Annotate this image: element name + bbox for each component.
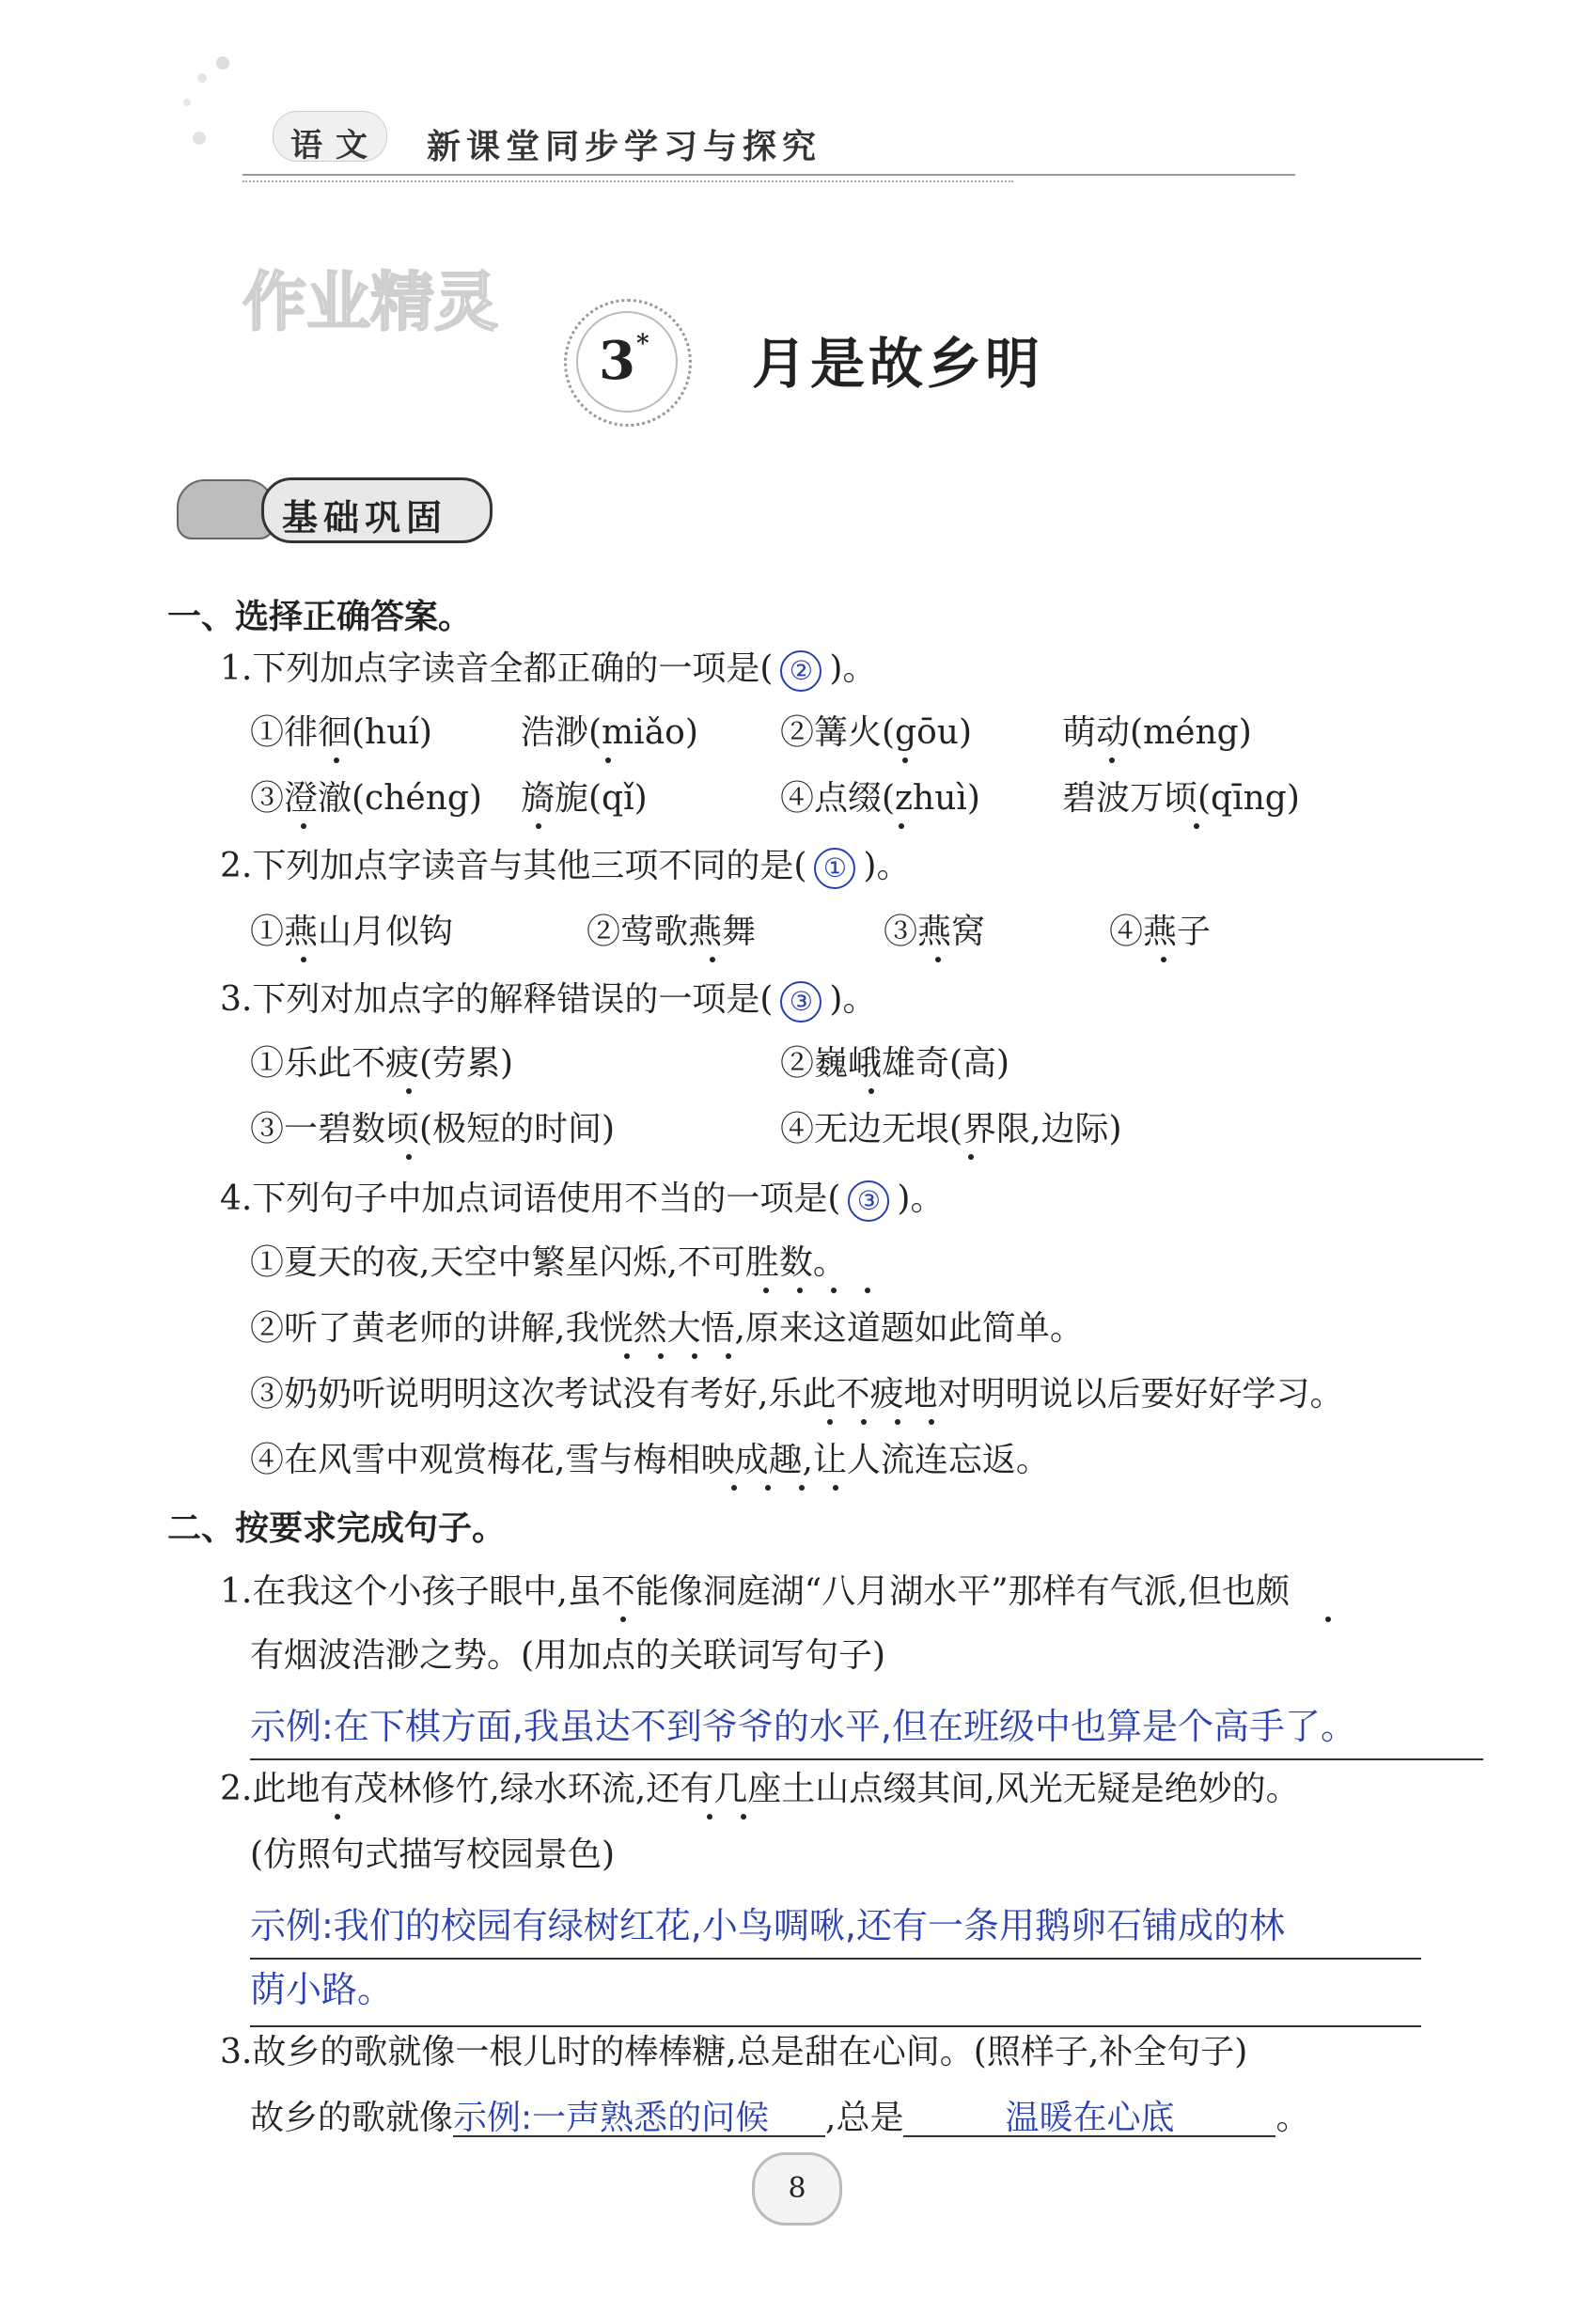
emphasis-dot (335, 1814, 340, 1820)
q4-answer: ③ (848, 1180, 889, 1222)
q2-option-4: ④燕子 (1109, 913, 1212, 951)
emphasis-dot (605, 758, 611, 763)
page-number-badge (752, 2152, 842, 2226)
header-dots (169, 56, 235, 169)
emphasis-dot (833, 1485, 838, 1491)
emphasis-dot (731, 1485, 737, 1491)
q2-answer: ① (814, 848, 855, 889)
p2q1-answer: 示例:在下棋方面,我虽达不到爷爷的水平,但在班级中也算是个高手了。 (250, 1697, 1483, 1760)
q3-option-3: ③一碧数顷(极短的时间) (250, 1110, 616, 1148)
lesson-title: 月是故乡明 (752, 332, 1044, 396)
emphasis-dot (968, 1154, 974, 1160)
q4-option-1: ①夏天的夜,天空中繁星闪烁,不可胜数。 (250, 1243, 847, 1282)
lesson-number-badge (564, 299, 692, 427)
section-badge (177, 470, 506, 545)
p2q2-line2: (仿照句式描写校园景色) (250, 1836, 616, 1874)
emphasis-dot (406, 1088, 412, 1094)
emphasis-dot (902, 758, 908, 763)
p2q3-answer-2: 温暖在心底 (1005, 2099, 1175, 2137)
q4-option-3: ③奶奶听说明明这次考试没有考好,乐此不疲地对明明说以后要好好学习。 (250, 1375, 1344, 1414)
q1-option-1b: 浩渺(miǎo) (521, 713, 698, 752)
q4-close: )。 (897, 1179, 945, 1218)
emphasis-dot (1325, 1617, 1331, 1622)
p2q3-blank-2 (903, 2101, 1275, 2137)
p2q3-suffix: 。 (1275, 2099, 1310, 2137)
q3-stem (220, 981, 876, 1023)
q1-option-2b: 萌动(méng) (1062, 713, 1252, 752)
q1-option-1: ①徘徊(huí) (250, 713, 432, 752)
q2-option-1: ①燕山月似钩 (250, 913, 454, 951)
emphasis-dot (935, 957, 941, 962)
emphasis-dot (1161, 957, 1166, 962)
p2q2-answer-line1: 示例:我们的校园有绿树红花,小鸟啁啾,还有一条用鹅卵石铺成的林 (250, 1897, 1421, 1960)
q4-stem (220, 1180, 944, 1222)
p2q3-fill (250, 2101, 1309, 2137)
part2-heading: 二、按要求完成句子。 (167, 1509, 507, 1548)
emphasis-dot (831, 1288, 837, 1293)
header-rule-dotted (243, 180, 1013, 182)
q3-option-2: ②巍峨雄奇(高) (780, 1044, 1010, 1083)
p2q3-answer-1: 示例:一声熟悉的问候 (453, 2101, 825, 2137)
emphasis-dot (707, 1814, 712, 1820)
q2-prompt: 2.下列加点字读音与其他三项不同的是( (220, 847, 807, 885)
q1-answer: ② (780, 650, 821, 692)
page-number: 8 (788, 2172, 806, 2205)
emphasis-dot (861, 1419, 867, 1425)
p2q3-prefix: 故乡的歌就像 (250, 2099, 454, 2137)
p2q1-line2: 有烟波浩渺之势。(用加点的关联词写句子) (250, 1636, 886, 1675)
q3-prompt: 3.下列对加点字的解释错误的一项是( (220, 980, 774, 1019)
watermark: 作业精灵 (243, 266, 499, 340)
emphasis-dot (726, 1353, 731, 1359)
q3-answer: ③ (780, 981, 821, 1023)
q3-close: )。 (829, 980, 877, 1019)
emphasis-dot (710, 957, 715, 962)
subject-label: 语文 (290, 127, 381, 164)
q2-stem (220, 848, 910, 889)
q2-close: )。 (863, 847, 911, 885)
emphasis-dot (929, 1419, 934, 1425)
emphasis-dot (895, 1419, 900, 1425)
emphasis-dot (868, 1088, 874, 1094)
emphasis-dot (799, 1485, 805, 1491)
header-rule (243, 174, 1295, 176)
emphasis-dot (301, 823, 306, 829)
subject-badge (273, 111, 387, 162)
q1-option-2: ②篝火(gōu) (780, 713, 972, 752)
section-badge-label: 基础巩固 (282, 497, 448, 539)
q1-option-4: ④点缀(zhuì) (780, 779, 980, 818)
emphasis-dot (620, 1617, 626, 1622)
emphasis-dot (763, 1288, 769, 1293)
lesson-star: * (636, 330, 649, 358)
emphasis-dot (406, 1154, 412, 1160)
q1-option-4b: 碧波万顷(qīng) (1062, 779, 1300, 818)
q1-close: )。 (829, 649, 877, 688)
emphasis-dot (741, 1814, 746, 1820)
q2-option-3: ③燕窝 (884, 913, 986, 951)
q4-option-2: ②听了黄老师的讲解,我恍然大悟,原来这道题如此简单。 (250, 1309, 1084, 1348)
emphasis-dot (899, 823, 904, 829)
p2q3-middle: ,总是 (825, 2099, 904, 2137)
book-title: 新课堂同步学习与探究 (427, 127, 822, 166)
q2-option-2: ②莺歌燕舞 (587, 913, 757, 951)
emphasis-dot (334, 758, 339, 763)
p2q2-line1: 2.此地有茂林修竹,绿水环流,还有几座土山点缀其间,风光无疑是绝妙的。 (220, 1770, 1300, 1808)
q4-prompt: 4.下列句子中加点词语使用不当的一项是( (220, 1179, 841, 1218)
emphasis-dot (692, 1353, 697, 1359)
emphasis-dot (1109, 758, 1115, 763)
q3-option-4: ④无边无垠(界限,边际) (780, 1110, 1122, 1148)
lesson-number: 3 (599, 330, 635, 392)
emphasis-dot (301, 957, 306, 962)
q4-option-4: ④在风雪中观赏梅花,雪与梅相映成趣,让人流连忘返。 (250, 1441, 1050, 1479)
emphasis-dot (658, 1353, 664, 1359)
p2q1-line1: 1.在我这个小孩子眼中,虽不能像洞庭湖“八月湖水平”那样有气派,但也颇 (220, 1572, 1291, 1611)
emphasis-dot (797, 1288, 803, 1293)
emphasis-dot (865, 1288, 870, 1293)
emphasis-dot (827, 1419, 833, 1425)
emphasis-dot (765, 1485, 771, 1491)
p2q2-answer-line2: 荫小路。 (250, 1961, 1421, 2027)
book-icon (177, 479, 274, 539)
q1-stem (220, 650, 876, 692)
q1-option-3: ③澄澈(chéng) (250, 779, 482, 818)
q1-option-3b: 旖旎(qǐ) (521, 779, 648, 818)
q1-prompt: 1.下列加点字读音全都正确的一项是( (220, 649, 774, 688)
emphasis-dot (536, 823, 541, 829)
p2q3-line1: 3.故乡的歌就像一根儿时的棒棒糖,总是甜在心间。(照样子,补全句子) (220, 2033, 1248, 2071)
q3-option-1: ①乐此不疲(劳累) (250, 1044, 514, 1083)
emphasis-dot (624, 1353, 630, 1359)
emphasis-dot (1194, 823, 1199, 829)
part1-heading: 一、选择正确答案。 (167, 598, 473, 636)
